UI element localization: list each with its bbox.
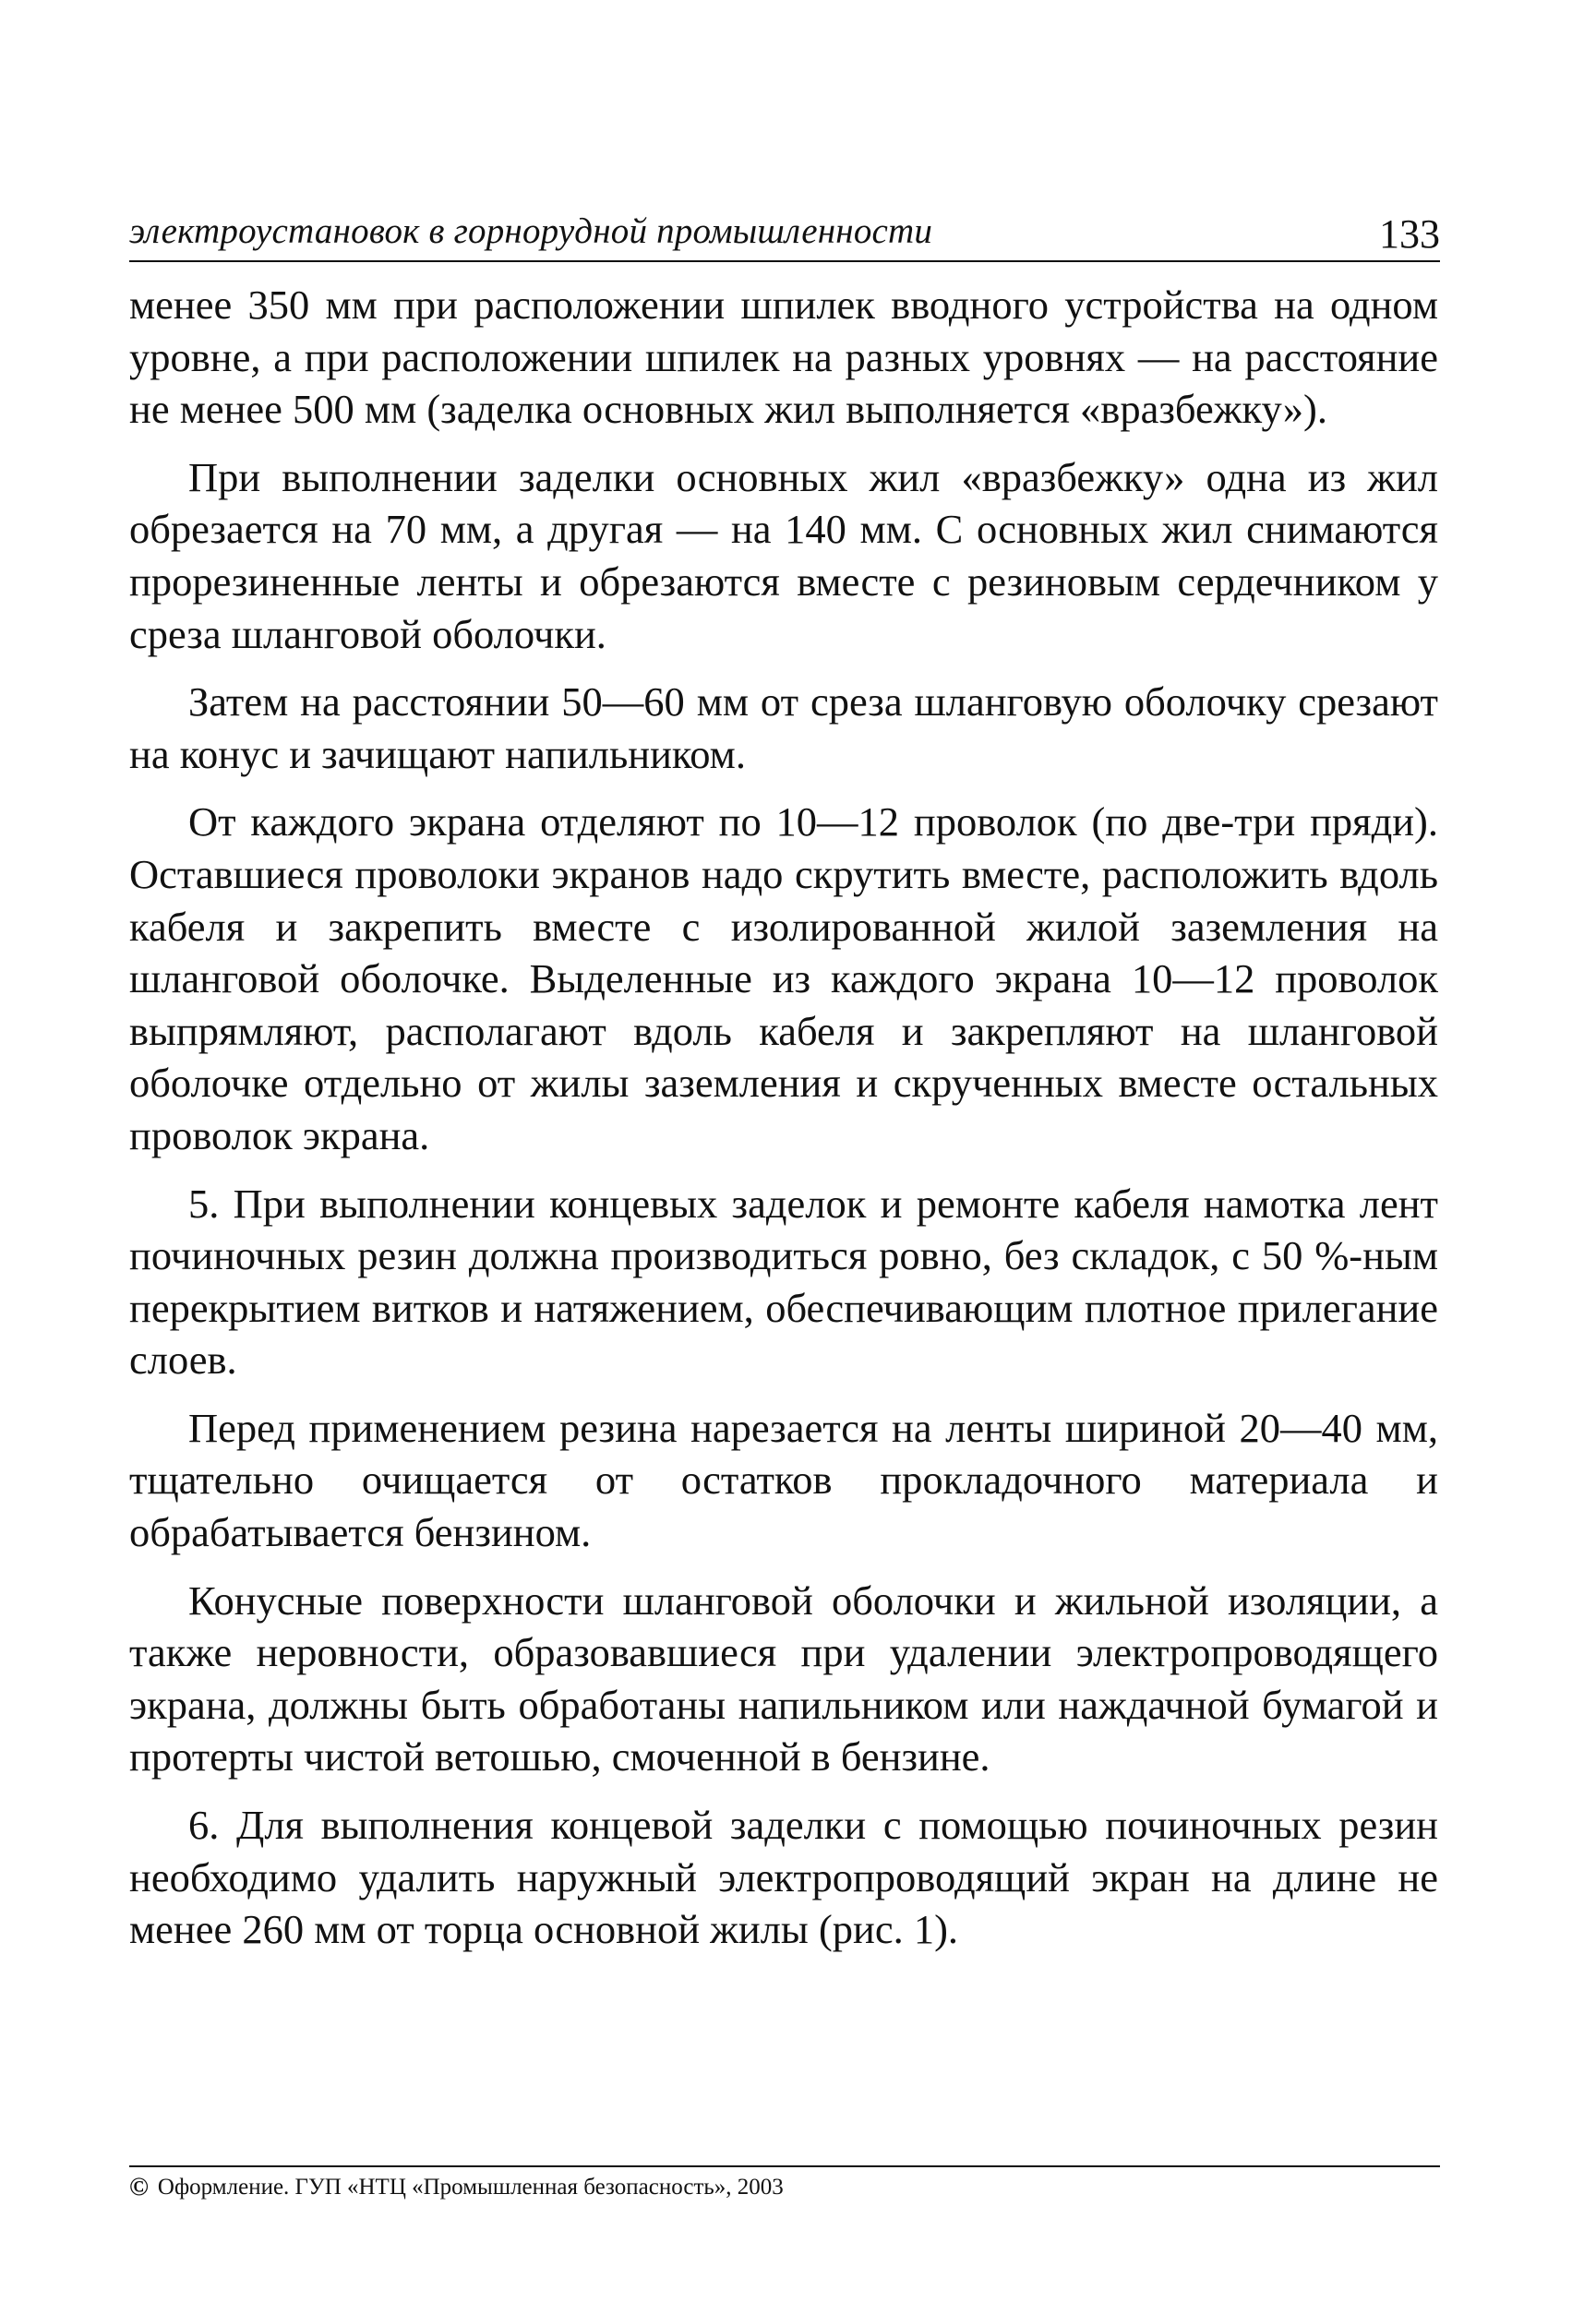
footer-rule — [129, 2165, 1440, 2167]
paragraph: При выполнении заделки основных жил «вразбежку» одна из жил обрезается на 70 мм, а другая — на 140 мм. С основных жил снимаются прорезиненные ленты и обрезаются вместе с резиновым сердечником у среза шланговой оболочки. — [129, 453, 1438, 657]
paragraph: Перед применением резина нарезается на ленты шириной 20—40 мм, тщательно очищается от остатков прокладочного материала и обрабатывается бензином. — [129, 1404, 1438, 1556]
paragraph: Конусные поверхности шланговой оболочки и жильной изоляции, а также неровности, образовавшиеся при удалении электропроводящего экрана, должны быть обработаны напильником или наждачной бумагой и протерты чистой ветошью, смоченной в бензине. — [129, 1577, 1438, 1780]
body-text — [129, 279, 1438, 1956]
header-rule — [129, 260, 1440, 262]
running-title: электроустановок в горнорудной промышленности — [129, 211, 933, 251]
copyright-icon: © — [129, 2173, 149, 2201]
paragraph: 6. Для выполнения концевой заделки с помощью починочных резин необходимо удалить наружный электропроводящий экран на длине не менее 260 мм от торца основной жилы (рис. 1). — [129, 1802, 1438, 1953]
paragraph: От каждого экрана отделяют по 10—12 проволок (по две-три пряди). Оставшиеся проволоки экранов надо скрутить вместе, расположить вдоль кабеля и закрепить вместе с изолированной жилой заземления на шланговой оболочке. Выделенные из каждого экрана 10—12 проволок выпрямляют, располагают вдоль кабеля и закрепляют на шланговой оболочке отдельно от жилы заземления и скрученных вместе остальных проволок экрана. — [129, 798, 1438, 1158]
footer-note — [129, 2173, 784, 2202]
paragraph: Затем на расстоянии 50—60 мм от среза шланговую оболочку срезают на конус и зачищают напильником. — [129, 678, 1438, 777]
page-number: 133 — [1379, 211, 1440, 257]
running-head — [129, 210, 1440, 258]
paragraph: менее 350 мм при расположении шпилек вводного устройства на одном уровне, а при расположении шпилек на разных уровнях — на расстояние не менее 500 мм (заделка основных жил выполняется «вразбежку»). — [129, 282, 1438, 433]
footer-text: Оформление. ГУП «НТЦ «Промышленная безопасность», 2003 — [157, 2175, 784, 2200]
paragraph: 5. При выполнении концевых заделок и ремонте кабеля намотка лент починочных резин должна производиться ровно, без складок, с 50 %-ным перекрытием витков и натяжением, обеспечивающим плотное прилегание слоев. — [129, 1180, 1438, 1384]
